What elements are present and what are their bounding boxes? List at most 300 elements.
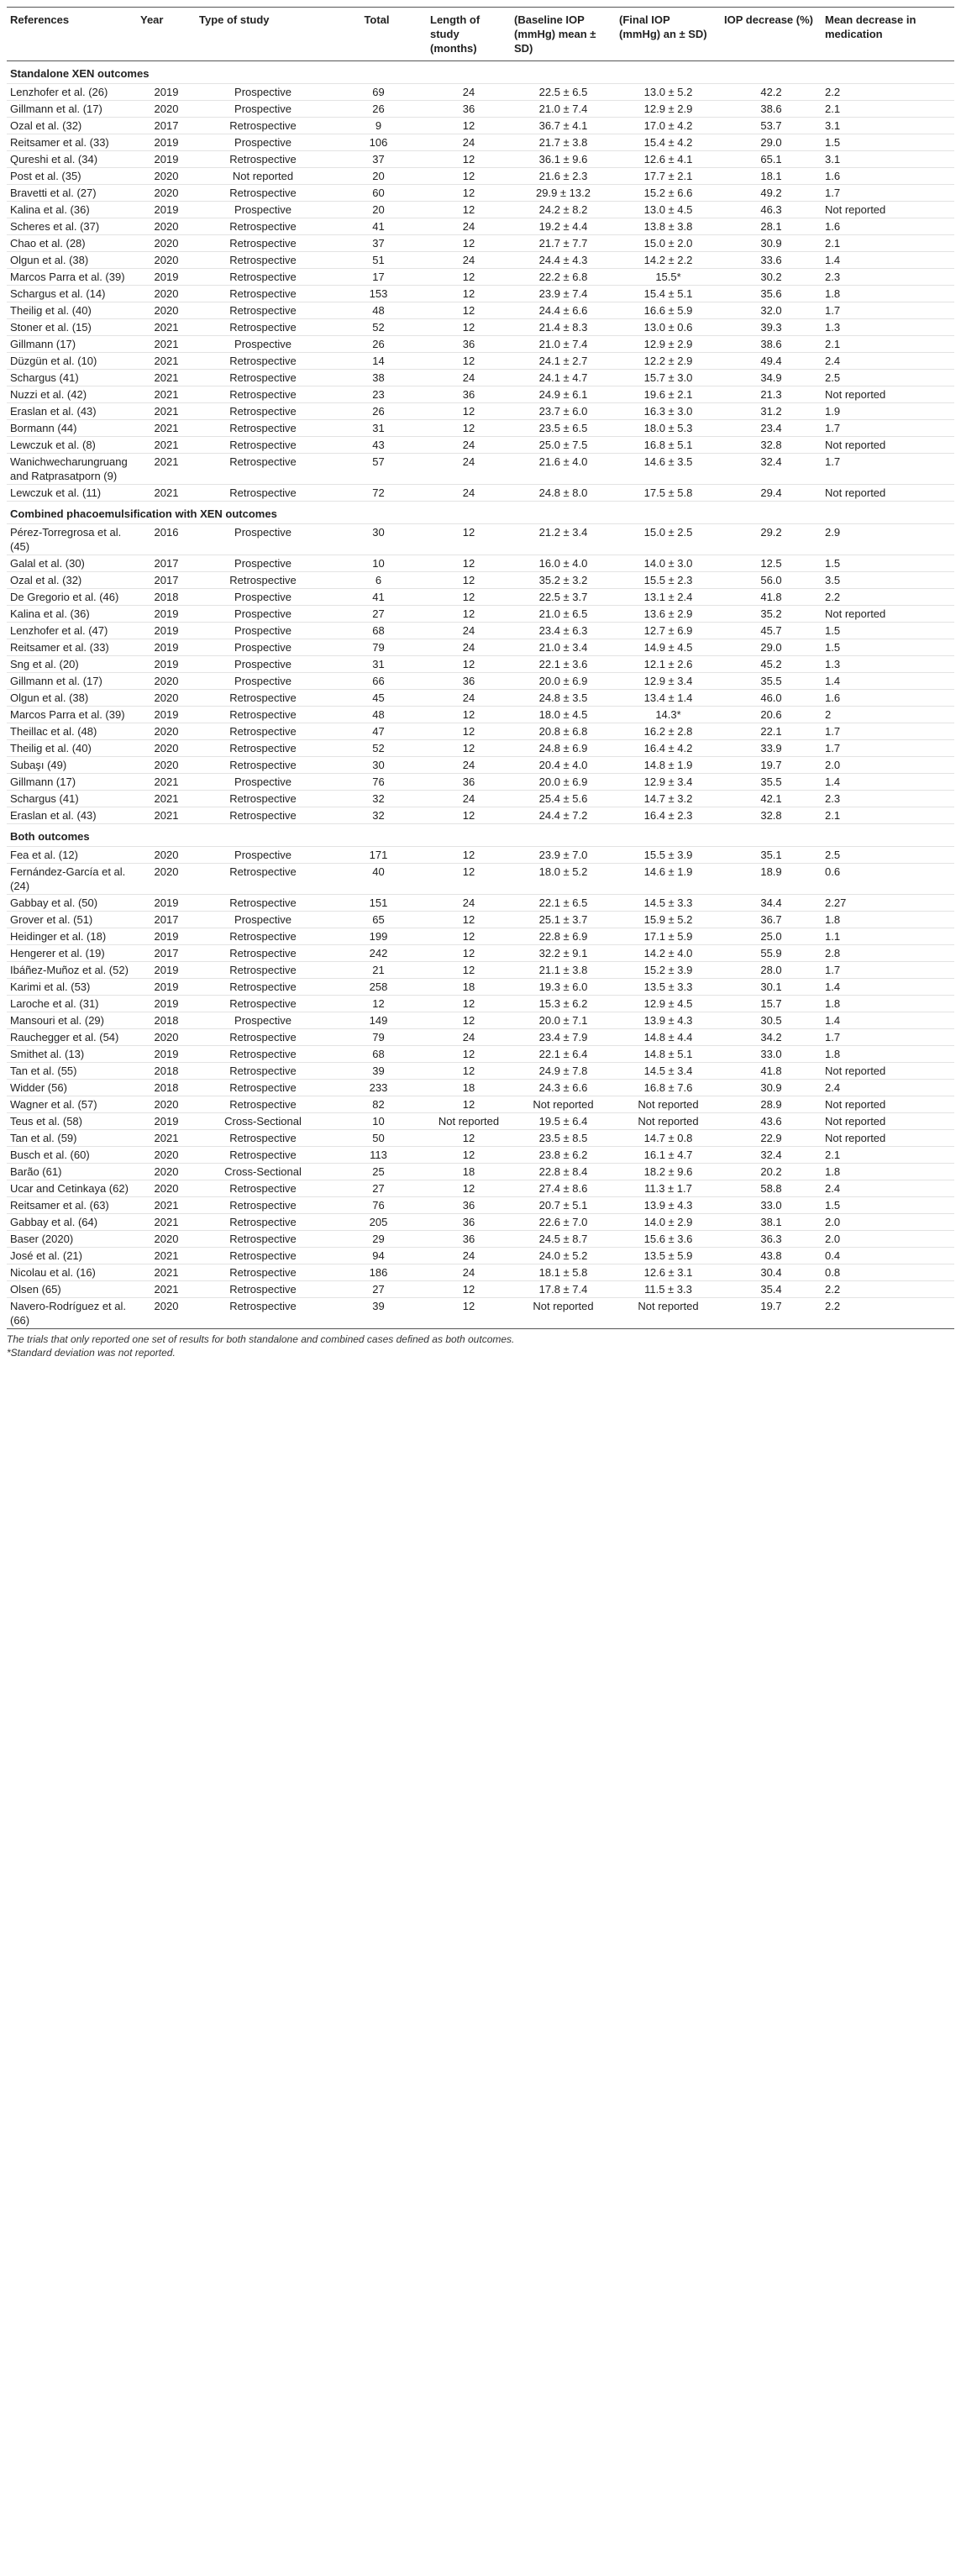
- cell-final: 16.6 ± 5.9: [616, 302, 721, 319]
- cell-baseline: 24.8 ± 3.5: [511, 690, 616, 707]
- cell-decrease: 33.0: [721, 1046, 822, 1063]
- table-row: [7, 1197, 954, 1214]
- table-row: [7, 101, 954, 118]
- cell-type: Retrospective: [196, 945, 330, 962]
- cell-type: Retrospective: [196, 269, 330, 286]
- cell-total: 233: [330, 1080, 427, 1096]
- cell-length: 12: [427, 319, 511, 336]
- table-row: [7, 1164, 954, 1180]
- cell-reference: Schargus et al. (14): [7, 286, 137, 302]
- cell-medication: 1.7: [822, 302, 954, 319]
- table-row: [7, 895, 954, 912]
- cell-year: 2020: [137, 1180, 196, 1197]
- cell-baseline: 18.0 ± 4.5: [511, 707, 616, 723]
- cell-medication: 1.4: [822, 252, 954, 269]
- cell-medication: 1.5: [822, 639, 954, 656]
- cell-type: Retrospective: [196, 723, 330, 740]
- table-row: [7, 1029, 954, 1046]
- cell-total: 17: [330, 269, 427, 286]
- table-row: [7, 168, 954, 185]
- table-row: [7, 774, 954, 791]
- cell-total: 25: [330, 1164, 427, 1180]
- cell-year: 2019: [137, 656, 196, 673]
- cell-medication: 2.5: [822, 370, 954, 386]
- cell-length: 12: [427, 996, 511, 1012]
- cell-total: 48: [330, 707, 427, 723]
- cell-decrease: 35.4: [721, 1281, 822, 1298]
- cell-decrease: 46.3: [721, 202, 822, 218]
- cell-total: 10: [330, 1113, 427, 1130]
- cell-baseline: 20.0 ± 6.9: [511, 774, 616, 791]
- cell-baseline: 29.9 ± 13.2: [511, 185, 616, 202]
- cell-final: 17.5 ± 5.8: [616, 485, 721, 502]
- cell-final: 16.2 ± 2.8: [616, 723, 721, 740]
- cell-year: 2020: [137, 673, 196, 690]
- cell-decrease: 34.9: [721, 370, 822, 386]
- cell-decrease: 34.2: [721, 1029, 822, 1046]
- cell-type: Cross-Sectional: [196, 1164, 330, 1180]
- cell-total: 32: [330, 807, 427, 824]
- cell-total: 153: [330, 286, 427, 302]
- cell-final: 14.7 ± 0.8: [616, 1130, 721, 1147]
- cell-decrease: 35.2: [721, 606, 822, 623]
- cell-type: Retrospective: [196, 118, 330, 134]
- cell-year: 2020: [137, 302, 196, 319]
- cell-final: 14.8 ± 1.9: [616, 757, 721, 774]
- table-row: [7, 555, 954, 572]
- cell-final: Not reported: [616, 1096, 721, 1113]
- cell-total: 26: [330, 101, 427, 118]
- cell-year: 2021: [137, 386, 196, 403]
- cell-length: 12: [427, 524, 511, 555]
- cell-type: Retrospective: [196, 791, 330, 807]
- cell-reference: Fernández-García et al. (24): [7, 864, 137, 895]
- cell-decrease: 22.1: [721, 723, 822, 740]
- cell-decrease: 49.2: [721, 185, 822, 202]
- cell-length: 12: [427, 572, 511, 589]
- cell-medication: 1.7: [822, 723, 954, 740]
- cell-type: Prospective: [196, 623, 330, 639]
- cell-year: 2019: [137, 979, 196, 996]
- footnotes: [7, 1333, 954, 1359]
- cell-final: 13.5 ± 5.9: [616, 1248, 721, 1264]
- table-row: [7, 1012, 954, 1029]
- cell-type: Retrospective: [196, 370, 330, 386]
- cell-year: 2021: [137, 1248, 196, 1264]
- cell-baseline: 24.0 ± 5.2: [511, 1248, 616, 1264]
- cell-medication: 3.5: [822, 572, 954, 589]
- cell-length: 12: [427, 1147, 511, 1164]
- cell-length: 24: [427, 1248, 511, 1264]
- cell-length: 18: [427, 979, 511, 996]
- cell-year: 2020: [137, 1231, 196, 1248]
- cell-reference: Grover et al. (51): [7, 912, 137, 928]
- cell-decrease: 20.2: [721, 1164, 822, 1180]
- table-row: [7, 690, 954, 707]
- cell-type: Retrospective: [196, 151, 330, 168]
- cell-total: 106: [330, 134, 427, 151]
- cell-medication: 2.1: [822, 336, 954, 353]
- cell-final: 15.5 ± 2.3: [616, 572, 721, 589]
- header-baseline: (Baseline IOP (mmHg) mean ± SD): [511, 8, 616, 61]
- cell-decrease: 41.8: [721, 1063, 822, 1080]
- cell-baseline: 20.0 ± 7.1: [511, 1012, 616, 1029]
- cell-type: Prospective: [196, 912, 330, 928]
- cell-medication: 1.8: [822, 1164, 954, 1180]
- cell-baseline: 25.0 ± 7.5: [511, 437, 616, 454]
- cell-final: 14.5 ± 3.4: [616, 1063, 721, 1080]
- cell-reference: Wagner et al. (57): [7, 1096, 137, 1113]
- table-row: [7, 403, 954, 420]
- cell-baseline: 36.7 ± 4.1: [511, 118, 616, 134]
- cell-medication: 1.5: [822, 1197, 954, 1214]
- cell-reference: Tan et al. (59): [7, 1130, 137, 1147]
- cell-baseline: 21.1 ± 3.8: [511, 962, 616, 979]
- cell-total: 38: [330, 370, 427, 386]
- cell-medication: 1.5: [822, 134, 954, 151]
- cell-final: 12.9 ± 3.4: [616, 673, 721, 690]
- cell-total: 39: [330, 1063, 427, 1080]
- cell-length: 24: [427, 437, 511, 454]
- cell-type: Retrospective: [196, 1046, 330, 1063]
- table-row: [7, 606, 954, 623]
- cell-baseline: 24.9 ± 6.1: [511, 386, 616, 403]
- cell-medication: Not reported: [822, 386, 954, 403]
- table-row: [7, 1096, 954, 1113]
- cell-type: Prospective: [196, 202, 330, 218]
- cell-medication: 0.8: [822, 1264, 954, 1281]
- cell-type: Retrospective: [196, 420, 330, 437]
- cell-length: 24: [427, 1029, 511, 1046]
- cell-decrease: 39.3: [721, 319, 822, 336]
- cell-length: 12: [427, 606, 511, 623]
- cell-length: 12: [427, 168, 511, 185]
- cell-year: 2020: [137, 1029, 196, 1046]
- table-row: [7, 286, 954, 302]
- cell-medication: 1.8: [822, 286, 954, 302]
- table-row: [7, 1063, 954, 1080]
- cell-decrease: 32.4: [721, 1147, 822, 1164]
- header-decrease: IOP decrease (%): [721, 8, 822, 61]
- cell-decrease: 19.7: [721, 757, 822, 774]
- cell-type: Prospective: [196, 524, 330, 555]
- cell-final: 14.8 ± 4.4: [616, 1029, 721, 1046]
- cell-baseline: 23.9 ± 7.4: [511, 286, 616, 302]
- cell-decrease: 12.5: [721, 555, 822, 572]
- cell-total: 10: [330, 555, 427, 572]
- table-row: [7, 807, 954, 824]
- cell-length: 12: [427, 1046, 511, 1063]
- cell-reference: Marcos Parra et al. (39): [7, 269, 137, 286]
- cell-final: 11.3 ± 1.7: [616, 1180, 721, 1197]
- cell-reference: Bormann (44): [7, 420, 137, 437]
- cell-total: 27: [330, 1281, 427, 1298]
- cell-decrease: 42.2: [721, 84, 822, 101]
- cell-year: 2019: [137, 1113, 196, 1130]
- cell-decrease: 30.9: [721, 1080, 822, 1096]
- cell-type: Retrospective: [196, 218, 330, 235]
- cell-decrease: 38.6: [721, 336, 822, 353]
- cell-baseline: 24.9 ± 7.8: [511, 1063, 616, 1080]
- cell-year: 2021: [137, 807, 196, 824]
- table-row: [7, 757, 954, 774]
- cell-total: 60: [330, 185, 427, 202]
- cell-decrease: 20.6: [721, 707, 822, 723]
- table-row: [7, 791, 954, 807]
- cell-length: 24: [427, 485, 511, 502]
- cell-baseline: 23.7 ± 6.0: [511, 403, 616, 420]
- cell-reference: Laroche et al. (31): [7, 996, 137, 1012]
- cell-final: 12.2 ± 2.9: [616, 353, 721, 370]
- cell-decrease: 38.6: [721, 101, 822, 118]
- cell-type: Prospective: [196, 673, 330, 690]
- cell-final: 14.9 ± 4.5: [616, 639, 721, 656]
- cell-type: Prospective: [196, 589, 330, 606]
- cell-year: 2019: [137, 151, 196, 168]
- cell-type: Retrospective: [196, 1197, 330, 1214]
- cell-final: 16.4 ± 4.2: [616, 740, 721, 757]
- cell-total: 41: [330, 218, 427, 235]
- cell-length: 24: [427, 84, 511, 101]
- table-row: [7, 1248, 954, 1264]
- cell-type: Prospective: [196, 639, 330, 656]
- cell-reference: Düzgün et al. (10): [7, 353, 137, 370]
- cell-type: Retrospective: [196, 437, 330, 454]
- cell-reference: Gillmann (17): [7, 336, 137, 353]
- cell-length: 12: [427, 1298, 511, 1329]
- cell-year: 2020: [137, 235, 196, 252]
- cell-baseline: 21.0 ± 6.5: [511, 606, 616, 623]
- cell-year: 2021: [137, 420, 196, 437]
- cell-baseline: 22.5 ± 6.5: [511, 84, 616, 101]
- cell-baseline: 24.3 ± 6.6: [511, 1080, 616, 1096]
- cell-baseline: 16.0 ± 4.0: [511, 555, 616, 572]
- cell-decrease: 38.1: [721, 1214, 822, 1231]
- cell-length: 24: [427, 623, 511, 639]
- cell-reference: Fea et al. (12): [7, 847, 137, 864]
- cell-reference: Kalina et al. (36): [7, 202, 137, 218]
- cell-decrease: 30.5: [721, 1012, 822, 1029]
- cell-decrease: 31.2: [721, 403, 822, 420]
- cell-reference: Pérez-Torregrosa et al. (45): [7, 524, 137, 555]
- cell-length: 36: [427, 101, 511, 118]
- cell-baseline: Not reported: [511, 1298, 616, 1329]
- cell-reference: Marcos Parra et al. (39): [7, 707, 137, 723]
- cell-final: 15.6 ± 3.6: [616, 1231, 721, 1248]
- cell-year: 2021: [137, 353, 196, 370]
- cell-total: 26: [330, 336, 427, 353]
- cell-reference: Lewczuk et al. (8): [7, 437, 137, 454]
- cell-final: 13.6 ± 2.9: [616, 606, 721, 623]
- cell-medication: 1.4: [822, 673, 954, 690]
- cell-type: Retrospective: [196, 572, 330, 589]
- cell-type: Prospective: [196, 656, 330, 673]
- cell-baseline: 22.6 ± 7.0: [511, 1214, 616, 1231]
- cell-year: 2020: [137, 847, 196, 864]
- cell-reference: Reitsamer et al. (33): [7, 639, 137, 656]
- cell-medication: Not reported: [822, 1096, 954, 1113]
- header-row: [7, 8, 954, 61]
- table-row: [7, 589, 954, 606]
- cell-length: 12: [427, 202, 511, 218]
- cell-total: 41: [330, 589, 427, 606]
- cell-total: 27: [330, 606, 427, 623]
- cell-decrease: 33.9: [721, 740, 822, 757]
- cell-year: 2019: [137, 895, 196, 912]
- cell-reference: Lewczuk et al. (11): [7, 485, 137, 502]
- cell-length: 12: [427, 847, 511, 864]
- cell-type: Prospective: [196, 336, 330, 353]
- cell-reference: Subaşı (49): [7, 757, 137, 774]
- cell-year: 2021: [137, 1281, 196, 1298]
- cell-total: 258: [330, 979, 427, 996]
- cell-medication: 2.9: [822, 524, 954, 555]
- cell-medication: 3.1: [822, 151, 954, 168]
- cell-year: 2019: [137, 996, 196, 1012]
- cell-length: 12: [427, 555, 511, 572]
- cell-year: 2021: [137, 485, 196, 502]
- cell-final: 14.8 ± 5.1: [616, 1046, 721, 1063]
- cell-baseline: 21.7 ± 3.8: [511, 134, 616, 151]
- cell-type: Cross-Sectional: [196, 1113, 330, 1130]
- cell-year: 2017: [137, 945, 196, 962]
- cell-reference: José et al. (21): [7, 1248, 137, 1264]
- cell-total: 76: [330, 774, 427, 791]
- cell-baseline: 20.7 ± 5.1: [511, 1197, 616, 1214]
- cell-reference: Teus et al. (58): [7, 1113, 137, 1130]
- cell-year: 2021: [137, 370, 196, 386]
- cell-reference: Nuzzi et al. (42): [7, 386, 137, 403]
- cell-year: 2019: [137, 269, 196, 286]
- cell-reference: Barão (61): [7, 1164, 137, 1180]
- cell-reference: Heidinger et al. (18): [7, 928, 137, 945]
- table-row: [7, 928, 954, 945]
- cell-total: 82: [330, 1096, 427, 1113]
- cell-medication: 1.1: [822, 928, 954, 945]
- cell-length: 24: [427, 370, 511, 386]
- cell-length: 24: [427, 791, 511, 807]
- cell-medication: 1.5: [822, 623, 954, 639]
- cell-final: 14.2 ± 2.2: [616, 252, 721, 269]
- cell-reference: Gillmann (17): [7, 774, 137, 791]
- cell-baseline: 24.5 ± 8.7: [511, 1231, 616, 1248]
- cell-decrease: 30.1: [721, 979, 822, 996]
- table-row: [7, 151, 954, 168]
- cell-medication: 2.1: [822, 101, 954, 118]
- cell-total: 113: [330, 1147, 427, 1164]
- cell-decrease: 36.3: [721, 1231, 822, 1248]
- table-row: [7, 1231, 954, 1248]
- cell-final: 14.6 ± 1.9: [616, 864, 721, 895]
- cell-reference: Theillac et al. (48): [7, 723, 137, 740]
- cell-baseline: 23.5 ± 6.5: [511, 420, 616, 437]
- cell-total: 32: [330, 791, 427, 807]
- cell-type: Prospective: [196, 555, 330, 572]
- cell-type: Retrospective: [196, 1231, 330, 1248]
- cell-year: 2020: [137, 1164, 196, 1180]
- cell-total: 37: [330, 235, 427, 252]
- cell-total: 65: [330, 912, 427, 928]
- cell-type: Retrospective: [196, 979, 330, 996]
- cell-final: 11.5 ± 3.3: [616, 1281, 721, 1298]
- cell-total: 52: [330, 319, 427, 336]
- cell-total: 12: [330, 996, 427, 1012]
- cell-medication: 2.4: [822, 353, 954, 370]
- cell-reference: Olgun et al. (38): [7, 252, 137, 269]
- cell-year: 2021: [137, 403, 196, 420]
- cell-year: 2020: [137, 101, 196, 118]
- cell-reference: Reitsamer et al. (33): [7, 134, 137, 151]
- cell-decrease: 45.2: [721, 656, 822, 673]
- cell-baseline: 19.5 ± 6.4: [511, 1113, 616, 1130]
- cell-total: 69: [330, 84, 427, 101]
- cell-year: 2019: [137, 623, 196, 639]
- cell-baseline: 36.1 ± 9.6: [511, 151, 616, 168]
- cell-length: 12: [427, 864, 511, 895]
- cell-final: 16.8 ± 7.6: [616, 1080, 721, 1096]
- section-header-row: [7, 502, 954, 524]
- cell-final: 15.4 ± 5.1: [616, 286, 721, 302]
- cell-reference: Hengerer et al. (19): [7, 945, 137, 962]
- cell-year: 2020: [137, 252, 196, 269]
- cell-decrease: 28.1: [721, 218, 822, 235]
- table-row: [7, 269, 954, 286]
- cell-type: Retrospective: [196, 386, 330, 403]
- cell-total: 94: [330, 1248, 427, 1264]
- cell-type: Prospective: [196, 101, 330, 118]
- cell-total: 14: [330, 353, 427, 370]
- table-row: [7, 1046, 954, 1063]
- cell-decrease: 32.8: [721, 437, 822, 454]
- cell-decrease: 30.2: [721, 269, 822, 286]
- cell-final: 13.0 ± 4.5: [616, 202, 721, 218]
- table-row: [7, 656, 954, 673]
- cell-length: 36: [427, 673, 511, 690]
- cell-decrease: 46.0: [721, 690, 822, 707]
- cell-final: 18.2 ± 9.6: [616, 1164, 721, 1180]
- cell-year: 2016: [137, 524, 196, 555]
- table-body: [7, 61, 954, 1329]
- cell-decrease: 28.9: [721, 1096, 822, 1113]
- cell-length: 12: [427, 928, 511, 945]
- cell-year: 2019: [137, 606, 196, 623]
- table-row: [7, 84, 954, 101]
- cell-decrease: 30.4: [721, 1264, 822, 1281]
- cell-reference: Widder (56): [7, 1080, 137, 1096]
- cell-medication: 1.3: [822, 319, 954, 336]
- header-final: (Final IOP (mmHg) an ± SD): [616, 8, 721, 61]
- cell-year: 2021: [137, 1197, 196, 1214]
- cell-final: 15.4 ± 4.2: [616, 134, 721, 151]
- cell-medication: 2.1: [822, 235, 954, 252]
- cell-total: 68: [330, 623, 427, 639]
- cell-reference: Olsen (65): [7, 1281, 137, 1298]
- cell-final: 13.5 ± 3.3: [616, 979, 721, 996]
- cell-decrease: 55.9: [721, 945, 822, 962]
- cell-type: Not reported: [196, 168, 330, 185]
- table-row: [7, 1113, 954, 1130]
- cell-reference: Qureshi et al. (34): [7, 151, 137, 168]
- cell-total: 27: [330, 1180, 427, 1197]
- cell-type: Retrospective: [196, 1214, 330, 1231]
- cell-final: 16.3 ± 3.0: [616, 403, 721, 420]
- cell-total: 43: [330, 437, 427, 454]
- cell-reference: Gabbay et al. (64): [7, 1214, 137, 1231]
- cell-year: 2017: [137, 912, 196, 928]
- section-header-row: [7, 61, 954, 84]
- cell-final: 17.1 ± 5.9: [616, 928, 721, 945]
- table-row: [7, 524, 954, 555]
